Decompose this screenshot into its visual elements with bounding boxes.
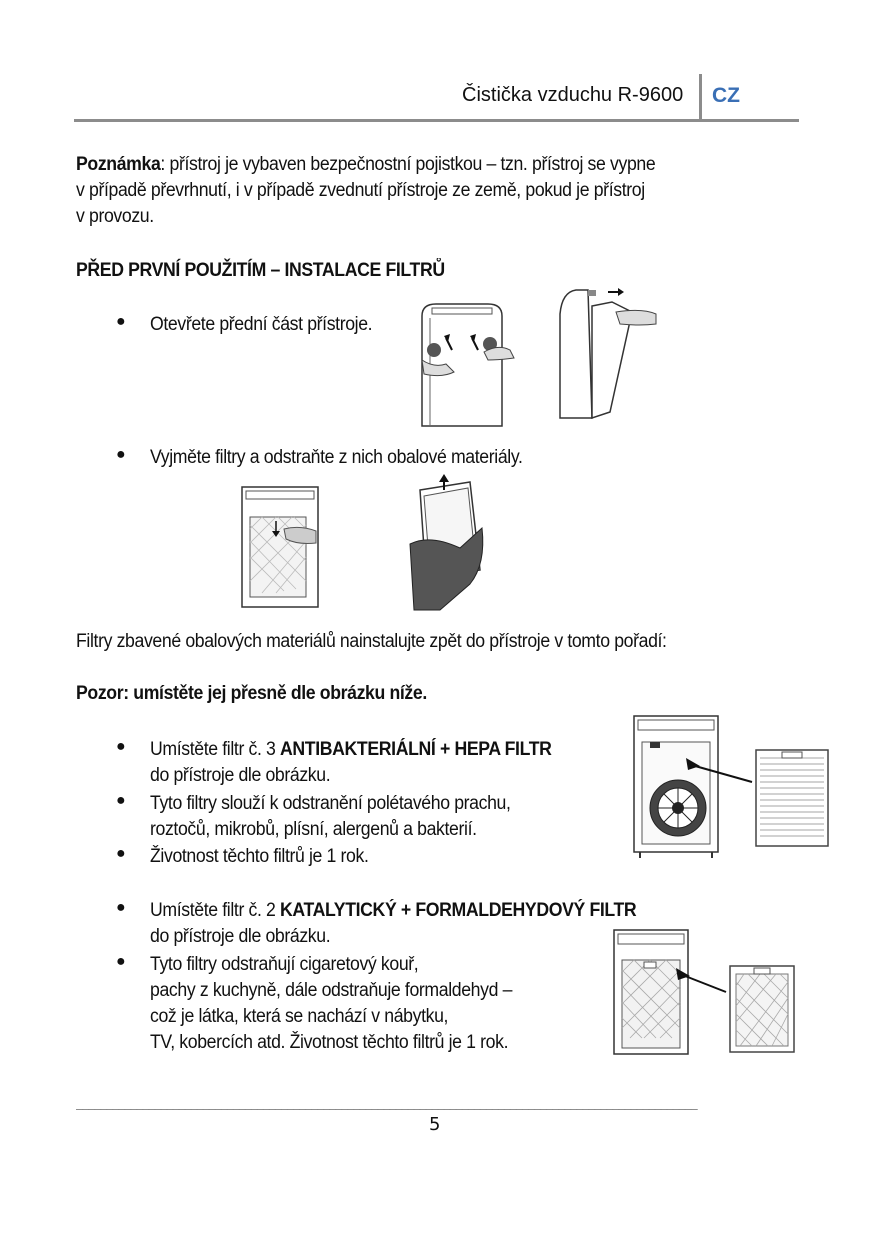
bullet-filter3-2: ● — [116, 792, 126, 809]
illustration-filter2-catalytic — [610, 926, 810, 1060]
filter2-name: KATALYTICKÝ + FORMALDEHYDOVÝ FILTR — [280, 900, 637, 921]
page-number: 5 — [429, 1114, 441, 1135]
warning-label: Pozor: — [76, 683, 129, 704]
filter2-line-1-pre: Umístěte filtr č. 2 — [150, 900, 281, 921]
document-title: Čistička vzduchu R-9600 — [462, 84, 684, 106]
illustration-panel-removed — [552, 284, 672, 424]
bullet-filter2-2: ● — [116, 953, 126, 970]
reinstall-instructions: Filtry zbavené obalových materiálů nainstalujte zpět do přístroje v tomto pořadí: — [76, 631, 667, 652]
bullet-filter3-1: ● — [116, 738, 126, 755]
header-divider — [699, 74, 702, 122]
filter3-line-2: Tyto filtry slouží k odstranění polétavého prachu, — [150, 793, 511, 814]
filter2-line-1 — [150, 898, 636, 924]
note-label: Poznámka — [76, 154, 161, 175]
filter3-line-3: Životnost těchto filtrů je 1 rok. — [150, 846, 369, 867]
filter2-line-1-cont: do přístroje dle obrázku. — [150, 926, 331, 947]
note-line-3: v provozu. — [76, 206, 154, 227]
illustration-remove-packaging — [400, 474, 500, 614]
illustration-filters-in-device — [240, 485, 322, 610]
footer-rule: _______________________________________________________________________________________________________ — [76, 1096, 697, 1110]
bullet-filter2-1: ● — [116, 899, 126, 916]
bullet-step-1: ● — [116, 313, 126, 330]
filter3-name: ANTIBAKTERIÁLNÍ + HEPA FILTR — [280, 739, 552, 760]
note-line-2: v případě převrhnutí, i v případě zvednutí přístroje ze země, pokud je přístroj — [76, 180, 645, 201]
filter3-line-1 — [150, 737, 552, 763]
filter3-line-2-cont: roztočů, mikrobů, plísní, alergenů a bakterií. — [150, 819, 477, 840]
bullet-step-2: ● — [116, 446, 126, 463]
note-line-1 — [76, 152, 655, 178]
filter3-line-1-cont: do přístroje dle obrázku. — [150, 765, 331, 786]
language-code: CZ — [712, 84, 740, 107]
filter2-line-2d: TV, kobercích atd. Životnost těchto filtrů je 1 rok. — [150, 1032, 509, 1053]
section-heading: PŘED PRVNÍ POUŽITÍM – INSTALACE FILTRŮ — [76, 260, 445, 281]
filter2-line-2: Tyto filtry odstraňují cigaretový kouř, — [150, 954, 419, 975]
header-rule — [74, 119, 799, 122]
illustration-filter3-hepa — [630, 712, 860, 862]
filter3-line-1-pre: Umístěte filtr č. 3 — [150, 739, 281, 760]
warning-text: umístěte jej přesně dle obrázku níže. — [128, 683, 427, 704]
step-1-text: Otevřete přední část přístroje. — [150, 314, 373, 335]
illustration-open-front — [402, 298, 532, 433]
step-2-text: Vyjměte filtry a odstraňte z nich obalové materiály. — [150, 447, 523, 468]
note-text-1: : přístroj je vybaven bezpečnostní pojistkou – tzn. přístroj se vypne — [160, 154, 656, 175]
warning-line — [76, 681, 427, 707]
filter2-line-2c: což je látka, která se nachází v nábytku, — [150, 1006, 449, 1027]
filter2-line-2b: pachy z kuchyně, dále odstraňuje formaldehyd – — [150, 980, 513, 1001]
bullet-filter3-3: ● — [116, 845, 126, 862]
